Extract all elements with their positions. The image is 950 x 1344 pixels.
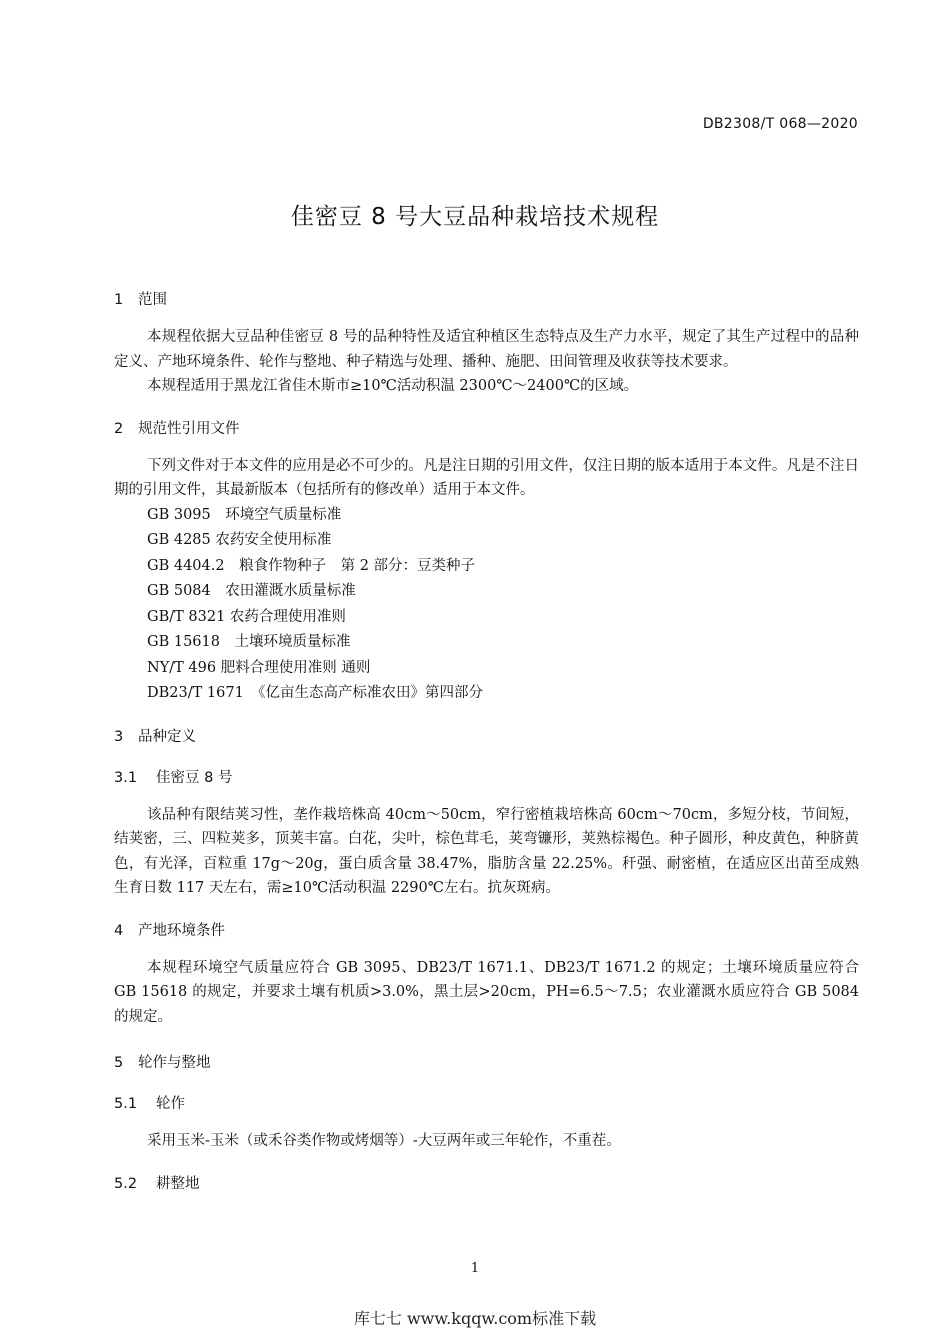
document-body — [114, 288, 859, 1193]
section-number: 2 — [114, 420, 124, 437]
standard-code: DB2308/T 068—2020 — [702, 116, 858, 132]
section-number: 5.1 — [114, 1096, 138, 1112]
section-number: 3 — [114, 728, 124, 745]
section-heading-5 — [114, 1051, 859, 1072]
section-number: 1 — [114, 292, 124, 308]
paragraph: 下列文件对于本文件的应用是必不可少的。凡是注日期的引用文件，仅注日期的版本适用于本文件。凡是不注日期的引用文件，其最新版本（包括所有的修改单）适用于本文件。 — [114, 457, 859, 498]
section-title: 轮作 — [156, 1096, 185, 1112]
watermark-text: 库七七 www.kqqw.com标准下载 — [353, 1309, 597, 1328]
reference-item: GB 15618 土壤环境质量标准 — [147, 634, 351, 650]
section-title: 轮作与整地 — [138, 1055, 211, 1071]
page-number: 1 — [470, 1261, 480, 1276]
section-heading-4 — [114, 919, 859, 940]
paragraph: 本规程环境空气质量应符合 GB 3095、DB23/T 1671.1、DB23/T 1671.2 的规定；土壤环境质量应符合 GB 15618 的规定，并要求土壤有机质>3.0%，黑土层>20cm，PH=6.5～7.5；农业灌溉水质应符合 GB 5084 的规定。 — [114, 959, 859, 1025]
section-number: 5 — [114, 1055, 124, 1071]
section-heading-2 — [114, 417, 859, 438]
section-title: 佳密豆 8 号 — [156, 769, 233, 786]
paragraph: 该品种有限结荚习性，垄作栽培株高 40cm～50cm，窄行密植栽培株高 60cm～70cm，多短分枝，节间短，结荚密，三、四粒荚多，顶荚丰富。白花，尖叶，棕色茸毛，荚弯镰形，荚熟棕褐色。种子圆形，种皮黄色，种脐黄色，有光泽，百粒重 17g～20g，蛋白质含量 38.47%，脂肪含量 22.25%。秆强、耐密植，在适应区出苗至成熟生育日数 117 天左右，需≥10℃活动积温 2290℃左右。抗灰斑病。 — [114, 806, 859, 896]
section-title: 产地环境条件 — [138, 922, 225, 939]
reference-item: GB 5084 农田灌溉水质量标准 — [147, 583, 356, 599]
section-heading-1 — [114, 288, 859, 309]
reference-item: GB 3095 环境空气质量标准 — [147, 506, 342, 523]
section-number: 4 — [114, 922, 124, 939]
subsection-heading-5-1 — [114, 1092, 859, 1113]
section-number: 5.2 — [114, 1175, 138, 1192]
section-heading-3 — [114, 725, 859, 746]
subsection-heading-3-1 — [114, 766, 859, 787]
reference-item: GB 4285 农药安全使用标准 — [147, 532, 332, 548]
section-title: 耕整地 — [156, 1175, 200, 1192]
paragraph: 本规程适用于黑龙江省佳木斯市≥10℃活动积温 2300℃～2400℃的区域。 — [147, 378, 639, 394]
reference-item: GB/T 8321 农药合理使用准则 — [147, 608, 346, 625]
reference-item: DB23/T 1671 《亿亩生态高产标准农田》第四部分 — [147, 685, 484, 701]
reference-item: GB 4404.2 粮食作物种子 第 2 部分：豆类种子 — [147, 557, 476, 574]
section-title: 规范性引用文件 — [138, 420, 240, 437]
section-title: 品种定义 — [138, 728, 196, 745]
document-title: 佳密豆 8 号大豆品种栽培技术规程 — [290, 204, 660, 230]
subsection-heading-5-2 — [114, 1172, 859, 1193]
section-title: 范围 — [138, 292, 167, 308]
paragraph: 采用玉米-玉米（或禾谷类作物或烤烟等）-大豆两年或三年轮作，不重茬。 — [147, 1133, 621, 1149]
reference-item: NY/T 496 肥料合理使用准则 通则 — [147, 659, 371, 676]
paragraph: 本规程依据大豆品种佳密豆 8 号的品种特性及适宜种植区生态特点及生产力水平，规定了其生产过程中的品种定义、产地环境条件、轮作与整地、种子精选与处理、播种、施肥、田间管理及收获等技术要求。 — [114, 329, 859, 370]
section-number: 3.1 — [114, 769, 138, 786]
